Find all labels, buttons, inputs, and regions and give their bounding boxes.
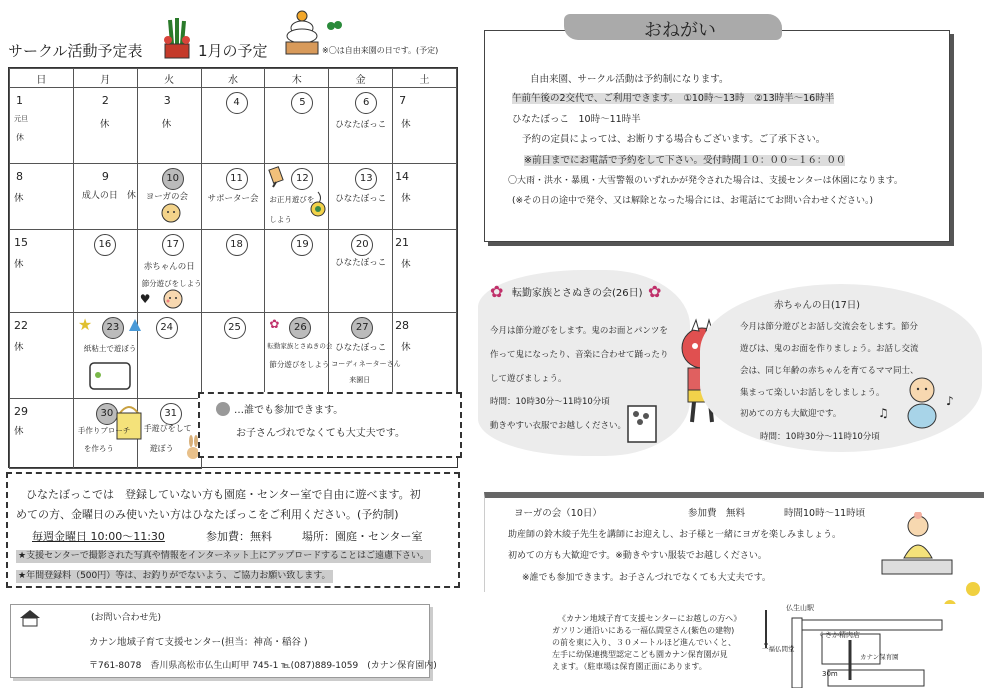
- hinata-time: 毎週金曜日 10:00～11:30: [32, 530, 165, 543]
- event-label: サポーター会: [207, 194, 259, 204]
- day-number: 9: [101, 170, 109, 183]
- legend-line-2: お子さんづれでなくても大丈夫です。: [236, 428, 405, 439]
- event-label: 遊ぼう: [149, 444, 174, 453]
- day-number: 28: [395, 319, 410, 332]
- calendar-cell-27: [329, 313, 401, 399]
- tenkin-line-3: して遊びましょう。: [490, 374, 567, 384]
- kagamimochi-illustration: [282, 8, 322, 56]
- event-label: しよう: [269, 215, 292, 224]
- map-shop: くさか精肉店: [818, 631, 860, 639]
- yoga-fee: 参加費 無料: [688, 508, 746, 519]
- holiday-label: 休: [161, 119, 172, 130]
- onegai-line-6: 〇大雨・洪水・暴風・大雪警報のいずれかが発令された場合は、支援センターは休園になります。: [508, 176, 903, 186]
- akachan-line-6: 時間：10時30分～11時10分頃: [760, 432, 880, 442]
- clay-plate-icon: [88, 361, 132, 395]
- access-line-2: ガソリン通沿いにある一福仏間堂さん(紫色の建物): [552, 626, 735, 635]
- free-visit-circle: 12: [291, 168, 313, 190]
- weekday-mon: 月: [73, 69, 137, 88]
- calendar-cell-16: [73, 230, 137, 313]
- day-number: 21: [395, 236, 410, 249]
- holiday-label: 休: [401, 193, 411, 204]
- weekday-sat: 土: [393, 69, 457, 88]
- onegai-line-1: 自由来園、サークル活動は予約制になります。: [530, 74, 729, 85]
- event-label: 来園日: [349, 376, 371, 384]
- calendar-cell-25: [201, 313, 265, 399]
- akachan-line-2: 遊びは、鬼のお面を作りましょう。お話し交流: [740, 344, 919, 354]
- kadomatsu-illustration: [160, 18, 194, 60]
- day-number: 7: [399, 94, 407, 107]
- calendar-cell-2: [73, 88, 137, 164]
- calendar-cell-29: [10, 399, 74, 469]
- event-label: 紙粘土で遊ぼう: [83, 344, 137, 353]
- access-line-3: の前を東に入り、３０メートルほど進んでいくと、: [552, 638, 736, 647]
- event-label: 赤ちゃんの日: [143, 262, 195, 272]
- free-visit-note: ※〇は自由来園の日です。(予定): [322, 46, 439, 55]
- day-number: 2: [101, 94, 109, 107]
- holiday-label: 休: [401, 342, 411, 353]
- akachan-line-1: 今月は節分遊びとお話し交流会をします。節分: [740, 322, 918, 332]
- hinata-note-1: ★支援センターで撮影された写真や情報をインターネット上にアップロードすることはご遠慮下さい。: [18, 551, 430, 561]
- hinata-text-2: めての方、金曜日のみ使いたい方はひなたぼっこをご利用ください。(予約制): [16, 508, 399, 521]
- day-number: 3: [163, 94, 171, 107]
- calendar-cell-11: [201, 164, 265, 230]
- onegai-line-4: 予約の定員によっては、お断りする場合もございます。ご了承下さい。: [522, 134, 826, 145]
- calendar-cell-13: [329, 164, 393, 230]
- akachan-line-3: 会は、同じ年齢の赤ちゃんを育てるママ同士、: [740, 366, 919, 376]
- free-visit-circle: 25: [224, 317, 246, 339]
- access-line-1: 《カナン地域子育て支援センターにお越しの方へ》: [558, 614, 742, 623]
- contact-name: カナン地域子育て支援センター(担当：神高・稲谷 ): [89, 637, 308, 648]
- hinata-place: 場所：園庭・センター室: [302, 530, 423, 543]
- hinata-fee: 参加費：無料: [206, 530, 272, 543]
- music-note-icon: ♫: [878, 406, 889, 420]
- open-event-circle: 23: [102, 317, 124, 339]
- event-label: お正月遊びを: [269, 195, 315, 204]
- tenkin-line-5: 動きやすい衣服でお越しください。: [490, 421, 627, 431]
- map-station: 仏生山駅: [786, 604, 814, 612]
- free-visit-circle: 19: [291, 234, 313, 256]
- month-label: 1月の予定: [198, 42, 268, 60]
- calendar-cell-7: [393, 88, 457, 164]
- free-visit-circle: 24: [156, 317, 178, 339]
- onegai-line-2: 午前午後の2交代で、ご利用できます。 ①10時～13時 ②13時半～16時半: [512, 93, 835, 104]
- legend-box: [198, 392, 462, 458]
- event-label: ヨーガの会: [145, 192, 189, 202]
- free-visit-circle: 17: [162, 234, 184, 256]
- weekday-fri: 金: [329, 69, 393, 88]
- open-event-circle: 30: [96, 403, 118, 425]
- tenkin-line-4: 時間：10時30分～11時10分頃: [490, 397, 610, 407]
- event-label: ひなたぼっこ: [335, 120, 387, 130]
- event-label: 節分遊びをしよう: [269, 360, 330, 369]
- free-visit-circle: 20: [351, 234, 373, 256]
- contact-tel: ℡(087)889-1059 (カナン保育園内): [281, 661, 437, 671]
- heart-icon: ♥: [139, 292, 151, 306]
- weekday-wed: 水: [201, 69, 265, 88]
- pine-decoration-icon: [326, 18, 344, 32]
- hinata-note-2: ★年間登録料（500円）等は、お釣りがでないよう、ご協力お願い致します。: [18, 571, 331, 581]
- hagoita-icon: [267, 166, 287, 192]
- calendar-cell-20: [329, 230, 393, 313]
- tenkin-title: 転勤家族とさぬきの会(26日): [512, 288, 643, 299]
- yoga-time: 時間10時～11時頃: [784, 508, 866, 519]
- plum-flower-icon: ✿: [648, 282, 662, 301]
- yoga-woman-illustration: [876, 512, 956, 584]
- event-label: ひなたぼっこ: [335, 258, 387, 268]
- hinatabokko-box: [6, 472, 460, 588]
- calendar-cell-4: [201, 88, 265, 164]
- bean-box-icon: [626, 404, 658, 448]
- map-store: 一福仏間堂: [762, 645, 795, 653]
- event-label: を作ろう: [83, 444, 114, 453]
- baby-face-icon: [162, 288, 184, 314]
- day-number: 14: [395, 170, 410, 183]
- holiday-label: 休: [401, 259, 411, 270]
- holiday-label: 休: [14, 426, 24, 437]
- akachan-line-5: 初めての方も大歓迎です。: [740, 409, 842, 419]
- onegai-line-5: ※前日までにお電話で予約をして下さい。受付時間１０：００～１６：００: [524, 155, 846, 166]
- calendar-cell-24: [137, 313, 201, 399]
- baby-illustration: [902, 374, 942, 434]
- day-note: 元旦: [14, 115, 28, 123]
- open-event-circle: 10: [162, 168, 184, 190]
- event-label: 手作りブローチ: [77, 426, 131, 435]
- onegai-line-7: (※その日の途中で発令、又は解除となった場合には、お電話にてお問い合わせください。): [512, 196, 874, 206]
- calendar-cell-12: [265, 164, 329, 230]
- akachan-title: 赤ちゃんの日(17日): [774, 300, 861, 311]
- free-visit-circle: 5: [291, 92, 313, 114]
- day-number: 15: [14, 236, 28, 249]
- calendar-cell-1: [10, 88, 74, 164]
- tenkin-line-2: 作って鬼になったり、音楽に合わせて踊ったり: [490, 350, 669, 360]
- calendar-cell-19: [265, 230, 329, 313]
- calendar-cell-30: [73, 399, 137, 469]
- access-line-5: えます。（駐車場は保育園正面にあります。: [552, 662, 707, 671]
- yoga-title: ヨーガの会（10日）: [514, 508, 602, 519]
- calendar-cell-15: [10, 230, 74, 313]
- weekday-thu: 木: [265, 69, 329, 88]
- yoga-girl-icon: [160, 202, 182, 228]
- free-visit-circle: 16: [94, 234, 116, 256]
- onegai-title: おねがい: [644, 20, 716, 41]
- holiday-label: 休: [16, 133, 24, 142]
- calendar-cell-22: [10, 313, 74, 399]
- yoga-line-1: 助産師の鈴木綾子先生を講師にお迎えし、お子様と一緒にヨガを楽しみましょう。: [508, 530, 842, 540]
- calendar-cell-8: [10, 164, 74, 230]
- holiday-label: 休: [99, 119, 110, 130]
- free-visit-circle: 11: [226, 168, 248, 190]
- calendar-cell-14: [393, 164, 457, 230]
- house-icon: [19, 609, 41, 631]
- open-event-circle: 27: [351, 317, 373, 339]
- calendar-cell-3: [137, 88, 201, 164]
- calendar-cell-31: [137, 399, 201, 469]
- event-label: 手遊びをして: [143, 424, 192, 433]
- calendar-cell-6: [329, 88, 393, 164]
- event-label: 節分遊びをしよう: [141, 279, 202, 288]
- event-label: ひなたぼっこ: [335, 194, 387, 204]
- holiday-label: 休: [14, 259, 24, 270]
- grey-circle-icon: [216, 402, 230, 416]
- hinata-text-1: ひなたぼっこでは 登録していない方も園庭・センター室で自由に遊べます。初: [26, 488, 421, 501]
- akachan-line-4: 集まって楽しいお話しをしましょう。: [740, 388, 885, 398]
- event-label: 成人の日 休: [81, 191, 136, 201]
- yoga-line-3: ※誰でも参加できます。お子さんづれでなくても大丈夫です。: [522, 573, 771, 583]
- tenkin-line-1: 今月は節分遊びをします。鬼のお面とパンツを: [490, 326, 668, 336]
- map-distance: 30m: [822, 670, 838, 678]
- calendar-cell-23: [73, 313, 137, 399]
- koma-top-icon: [309, 190, 327, 222]
- holiday-label: 休: [401, 119, 411, 130]
- holiday-label: 休: [14, 342, 24, 353]
- calendar-cell-10: [137, 164, 201, 230]
- calendar-cell-5: [265, 88, 329, 164]
- weekday-sun: 日: [10, 69, 74, 88]
- onegai-line-3: ひなたぼっこ 10時～11時半: [512, 114, 641, 125]
- weekday-tue: 火: [137, 69, 201, 88]
- plum-flower-icon: ✿: [490, 282, 504, 301]
- day-number: 8: [16, 170, 23, 183]
- event-label: 転勤家族とさぬきの会: [267, 342, 333, 350]
- yellow-dot-icon: [966, 582, 980, 596]
- free-visit-circle: 18: [226, 234, 248, 256]
- legend-line-1: …誰でも参加できます。: [234, 405, 344, 416]
- calendar-cell-18: [201, 230, 265, 313]
- yoga-line-2: 初めての方も大歓迎です。※動きやすい服装でお越しください。: [508, 551, 767, 561]
- star-icon: ★: [77, 315, 93, 334]
- free-visit-circle: 4: [226, 92, 248, 114]
- calendar-cell-9: [73, 164, 137, 230]
- day-number: 22: [14, 319, 28, 332]
- event-label: ひなたぼっこ: [335, 343, 387, 353]
- contact-box: [10, 604, 437, 678]
- event-label: コーディネーターさん: [331, 360, 401, 368]
- contact-label: (お問い合わせ先): [91, 613, 162, 623]
- contact-address: 〒761-8078 香川県高松市仏生山町甲 745-1: [89, 661, 279, 671]
- day-number: 1: [16, 94, 23, 107]
- free-visit-circle: 6: [355, 92, 377, 114]
- plum-flower-icon: ✿: [269, 317, 280, 331]
- page-title: サークル活動予定表: [8, 42, 143, 60]
- map-school: カナン保育園: [860, 653, 899, 661]
- calendar-cell-21: [393, 230, 457, 313]
- calendar-cell-28: [393, 313, 457, 399]
- open-event-circle: 26: [289, 317, 311, 339]
- access-line-4: 左手に幼保連携型認定こども園カナン保育園が見: [552, 650, 728, 659]
- calendar-cell-26: [265, 313, 333, 399]
- music-note-icon: ♪: [946, 394, 954, 408]
- free-visit-circle: 13: [355, 168, 377, 190]
- free-visit-circle: 31: [160, 403, 182, 425]
- holiday-label: 休: [14, 193, 24, 204]
- day-number: 29: [14, 405, 28, 418]
- calendar-cell-17: [137, 230, 201, 313]
